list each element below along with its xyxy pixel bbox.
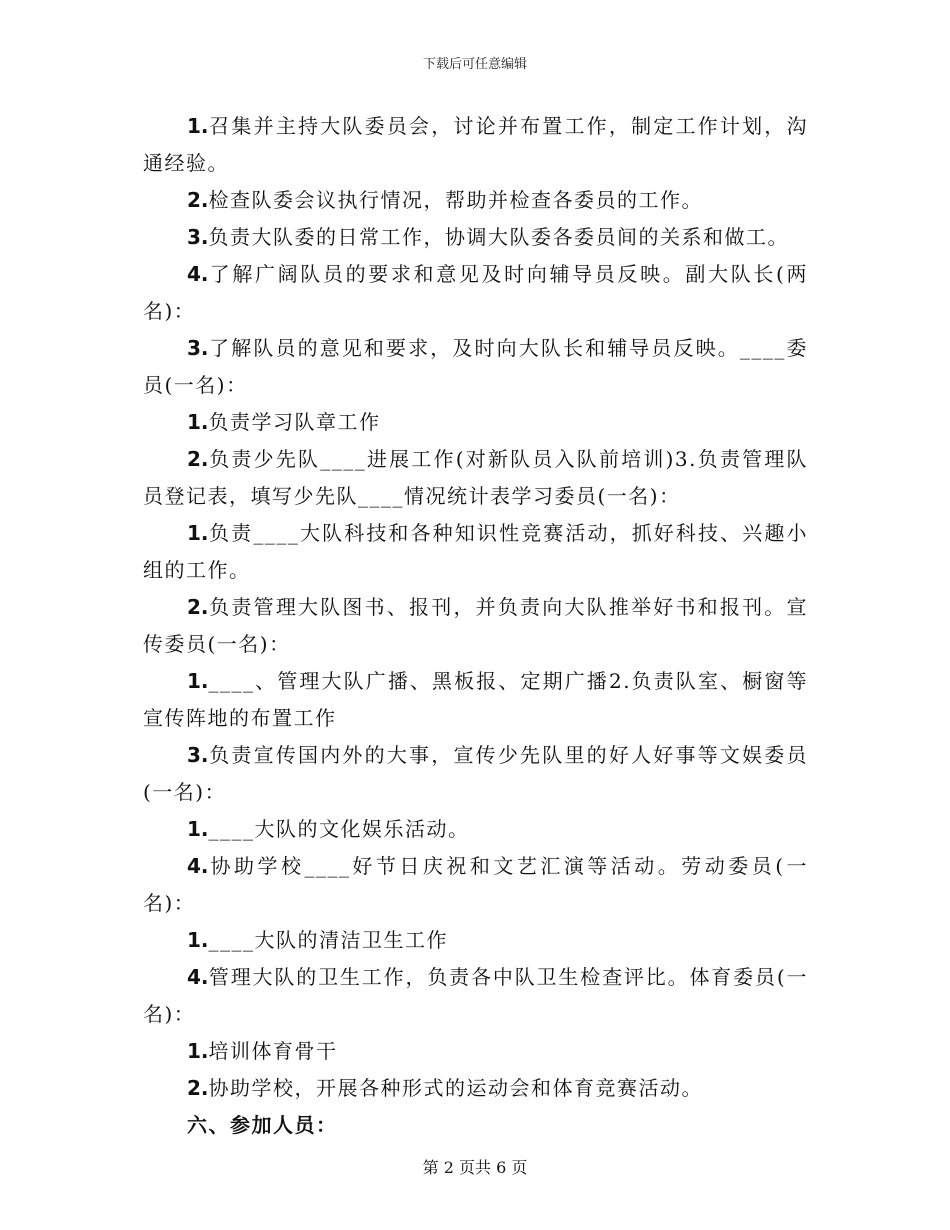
item-number: 1.: [187, 410, 209, 434]
paragraph-text: ____、管理大队广播、黑板报、定期广播2.负责队室、橱窗等宣传阵地的布置工作: [143, 669, 808, 730]
paragraph: [143, 959, 808, 1033]
paragraph-text: 了解广阔队员的要求和意见及时向辅导员反映。副大队长(两名)：: [143, 262, 808, 323]
paragraph-text: 协助学校，开展各种形式的运动会和体育竞赛活动。: [208, 1076, 704, 1100]
paragraph-text: 负责学习队章工作: [208, 410, 381, 434]
paragraph-text: 检查队委会议执行情况，帮助并检查各委员的工作。: [208, 188, 704, 212]
paragraph: [143, 441, 808, 515]
item-number: 3.: [187, 336, 209, 360]
paragraph-text: ____大队的清洁卫生工作: [208, 928, 449, 952]
paragraph-text: 管理大队的卫生工作，负责各中队卫生检查评比。体育委员(一名)：: [143, 965, 808, 1026]
paragraph-text: ____大队的文化娱乐活动。: [208, 817, 470, 841]
paragraph: [143, 182, 808, 219]
item-number: 2.: [187, 595, 209, 619]
item-number: 4.: [187, 965, 209, 989]
paragraph: [143, 515, 808, 589]
item-number: 2.: [187, 188, 209, 212]
paragraph: [143, 848, 808, 922]
paragraph-text: 负责____大队科技和各种知识性竞赛活动，抓好科技、兴趣小组的工作。: [143, 521, 808, 582]
paragraph-text: 负责少先队____进展工作(对新队员入队前培训)3.负责管理队员登记表，填写少先队____情况统计表学习委员(一名)：: [143, 447, 808, 508]
paragraph-text: 培训体育骨干: [208, 1039, 338, 1063]
paragraph: [143, 922, 808, 959]
item-number: 3.: [187, 225, 209, 249]
page-number-footer: 第 2 页共 6 页: [422, 1158, 528, 1177]
item-number: 2.: [187, 1076, 209, 1100]
paragraph: [143, 330, 808, 404]
item-number: 2.: [187, 447, 209, 471]
item-number: 4.: [187, 854, 209, 878]
paragraph-text: 负责管理大队图书、报刊，并负责向大队推举好书和报刊。宣传委员(一名)：: [143, 595, 808, 656]
paragraph: [143, 219, 808, 256]
item-number: 3.: [187, 743, 209, 767]
document-body: [143, 108, 808, 1144]
paragraph: [143, 589, 808, 663]
paragraph-text: 了解队员的意见和要求，及时向大队长和辅导员反映。____委员(一名)：: [143, 336, 808, 397]
paragraph: [143, 663, 808, 737]
paragraph: [143, 108, 808, 182]
paragraph: [143, 1033, 808, 1070]
paragraph: [143, 256, 808, 330]
paragraph: [143, 811, 808, 848]
paragraph: [143, 737, 808, 811]
item-number: 1.: [187, 928, 209, 952]
item-number: 1.: [187, 817, 209, 841]
section-heading: 六、参加人员：: [187, 1113, 338, 1137]
paragraph-text: 负责大队委的日常工作，协调大队委各委员间的关系和做工。: [208, 225, 790, 249]
paragraph: [143, 1070, 808, 1107]
paragraph-text: 负责宣传国内外的大事，宣传少先队里的好人好事等文娱委员(一名)：: [143, 743, 808, 804]
paragraph-text: 协助学校____好节日庆祝和文艺汇演等活动。劳动委员(一名)：: [143, 854, 808, 915]
item-number: 1.: [187, 669, 209, 693]
paragraph-text: 召集并主持大队委员会，讨论并布置工作，制定工作计划，沟通经验。: [143, 114, 808, 175]
paragraph: [143, 404, 808, 441]
item-number: 1.: [187, 1039, 209, 1063]
header-note: 下载后可任意编辑: [422, 57, 527, 72]
item-number: 4.: [187, 262, 209, 286]
item-number: 1.: [187, 521, 209, 545]
item-number: 1.: [187, 114, 209, 138]
